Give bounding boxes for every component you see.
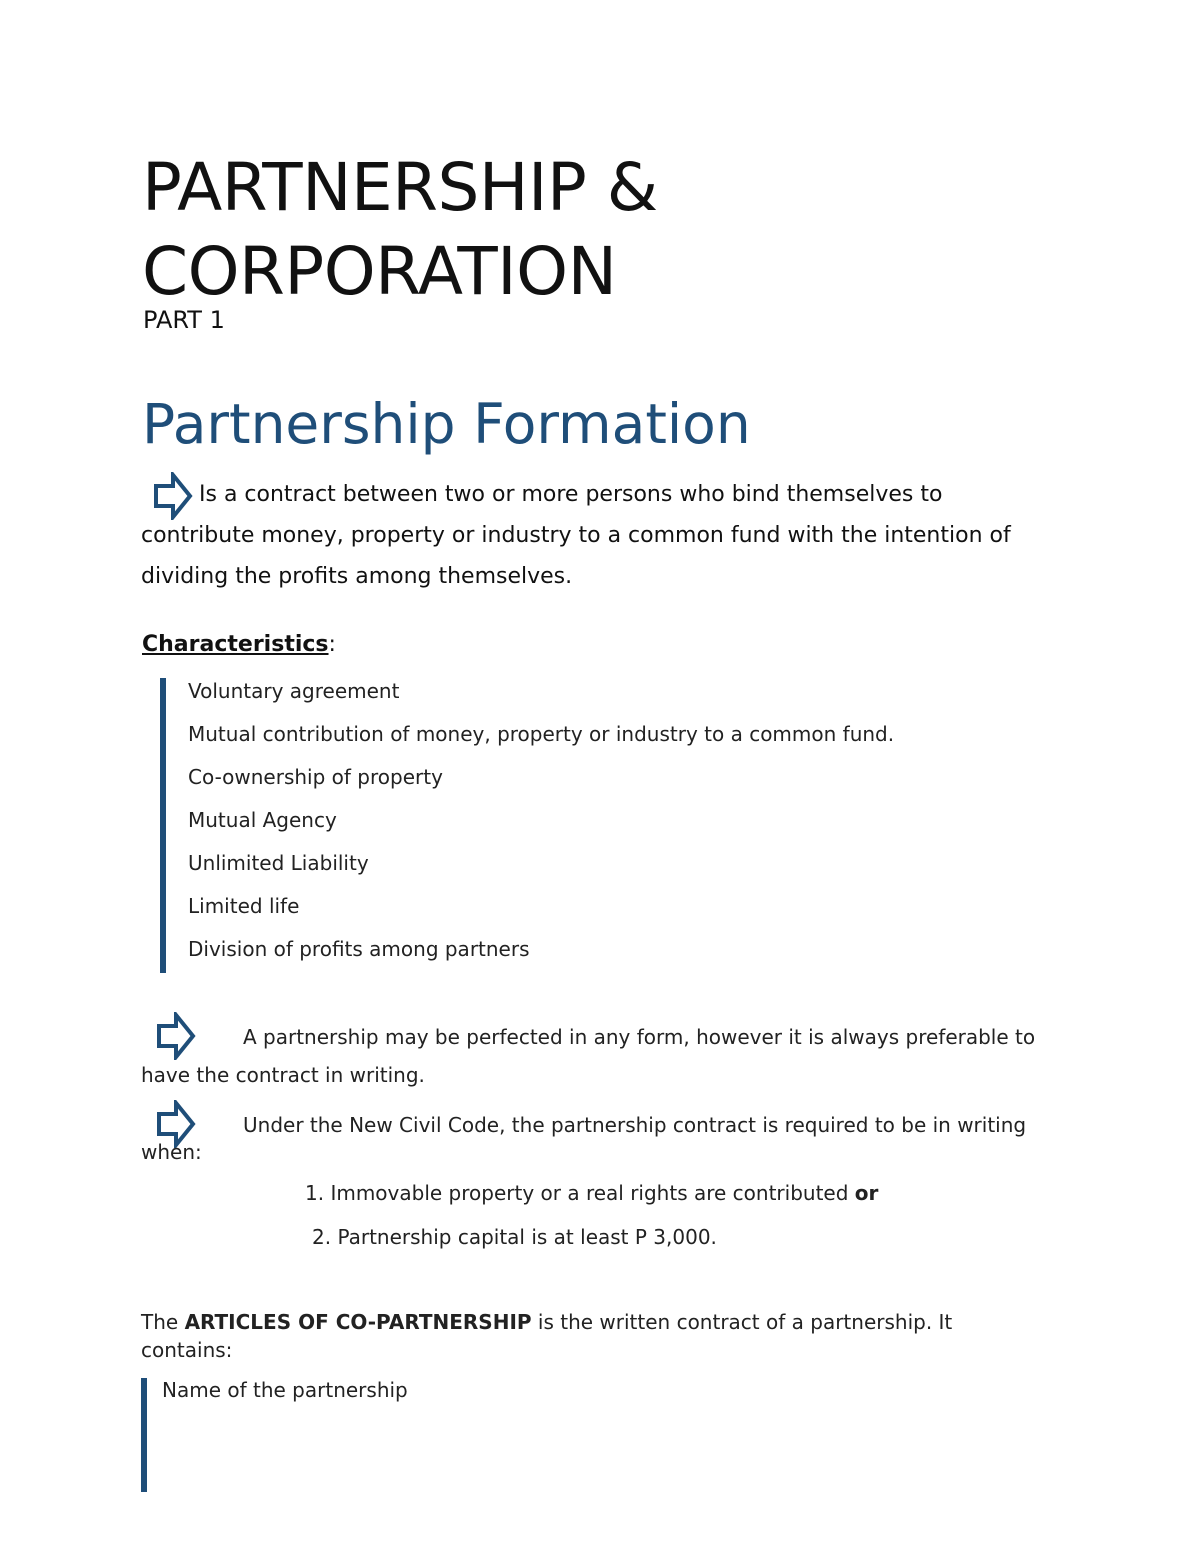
form-note-text: A partnership may be perfected in any form, however it is always preferable to have the contract in writing. [141,1025,1036,1087]
articles-paragraph [141,1308,1041,1364]
articles-suffix: is the written contract of a partnership. It contains: [141,1310,953,1362]
condition-2: 2. Partnership capital is at least P 3,000. [312,1225,717,1249]
list-item: Co-ownership of property [188,765,443,789]
articles-term: ARTICLES OF CO-PARTNERSHIP [184,1310,532,1334]
document-title [142,146,658,314]
list-item: Mutual Agency [188,808,337,832]
condition-1-text: 1. Immovable property or a real rights are contributed [305,1181,849,1205]
characteristics-bar [160,678,166,973]
form-note [141,1018,1041,1094]
articles-prefix: The [141,1310,179,1334]
characteristics-list [188,676,894,977]
list-item: Mutual contribution of money, property or industry to a common fund. [188,722,895,746]
title-line-1: PARTNERSHIP & [142,149,658,226]
characteristics-colon: : [328,632,336,657]
writing-requirement-note [141,1112,1041,1166]
definition-text: Is a contract between two or more persons who bind themselves to contribute money, property or industry to a common fund with the intention of dividing the profits among themselves. [141,482,1011,589]
document-subtitle: PART 1 [143,306,225,334]
list-item: Limited life [188,894,300,918]
list-item: Unlimited Liability [188,851,369,875]
contents-list [162,1378,408,1402]
condition-1 [305,1181,878,1205]
contents-bar [141,1378,147,1492]
list-item: Name of the partnership [162,1378,408,1402]
characteristics-heading: Characteristics [142,632,329,657]
definition-paragraph [141,474,1061,597]
list-item: Voluntary agreement [188,679,400,703]
condition-or: or [854,1181,879,1205]
title-line-2: CORPORATION [142,233,617,310]
writing-requirement-text: Under the New Civil Code, the partnership contract is required to be in writing when: [141,1113,1027,1164]
list-item: Division of profits among partners [188,937,530,961]
section-heading: Partnership Formation [142,392,751,456]
characteristics-label [142,632,336,657]
